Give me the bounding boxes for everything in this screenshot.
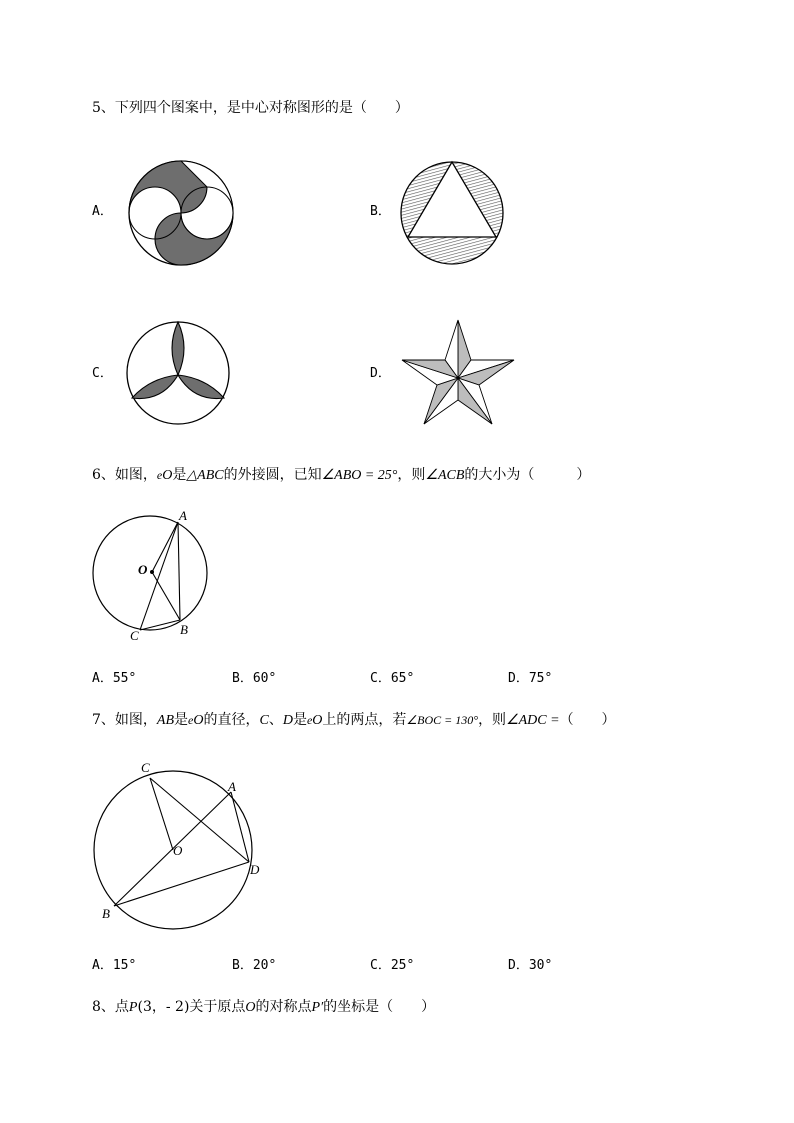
q8-text-2: 关于原点 [189,999,246,1015]
q7-option-d: D．30° [508,958,553,973]
q6-asked-angle: ∠ACB [425,468,465,483]
q5-option-c-label: C． [92,366,113,381]
q8-text-3: 的对称点 [255,999,312,1015]
q7-label-o: O [173,843,183,858]
q6-circle-o: O [162,468,173,483]
q7-asked-angle: ∠ADC = [506,713,560,728]
q6-text-5: 的大小为（ ） [464,467,591,483]
q7-point-d: D [282,713,293,728]
q6-text-1: 如图， [114,467,157,483]
q7-text-8: （ ） [559,712,616,728]
q7-circle-symbol-2: e [306,713,313,727]
q7-diameter: AB [156,713,175,728]
q7-text-4: 、 [268,712,283,728]
q6-text-2: 是 [172,467,187,483]
q7-stem [92,710,616,731]
q6-option-c: C．65° [370,671,415,686]
q5-number: 5、 [92,100,115,116]
q5-text: 下列四个图案中，是中心对称图形的是（ ） [114,100,409,116]
q6-option-a: A．55° [92,671,137,686]
q5-option-d-label: D． [370,366,391,381]
q5-stem [92,98,409,118]
q7-text-6: 上的两点，若 [322,712,407,728]
q7-label-d: D [250,862,260,877]
q7-label-b: B [102,906,110,921]
q5-figure-b-triangle-in-circle [398,160,506,266]
q8-origin: O [245,1000,256,1015]
q7-option-c: C．25° [370,958,415,973]
q6-label-o: O [138,562,148,577]
q5-option-a-label: A． [92,204,113,219]
q6-circle-symbol: e [156,468,163,482]
q7-circle-symbol: e [188,713,194,727]
q6-triangle: △ABC [186,468,224,483]
q8-text-1: 点 [114,999,129,1015]
q7-label-a: A [228,779,236,794]
q7-circle-o: O [193,713,204,728]
q6-stem [92,465,590,486]
q5-figure-d-star [400,318,516,428]
q7-text-2: 是 [174,712,189,728]
q7-label-c: C [141,760,150,775]
q7-point-c: C [259,713,269,728]
q8-text-4: 的坐标是（ ） [323,999,436,1015]
q6-figure [92,510,212,645]
q6-condition: ∠ABO = 25° [321,468,398,483]
q7-number: 7、 [92,712,115,728]
q6-text-4: ，则 [397,467,426,483]
q8-coordinates: (3，- 2) [137,999,190,1015]
q8-stem [92,997,435,1018]
q7-circle-o-2: O [312,713,323,728]
q8-number: 8、 [92,999,115,1015]
q7-text-5: 是 [292,712,307,728]
q6-text-3: 的外接圆，已知 [223,467,322,483]
q7-option-b: B．20° [232,958,277,973]
q5-figure-c-three-petals [124,320,232,426]
q5-figure-a-taiji [126,160,236,266]
q7-condition: ∠BOC = 130° [406,713,479,727]
q6-label-a: A [179,508,187,523]
q8-point-p: P [128,1000,138,1015]
q6-option-b: B．60° [232,671,277,686]
q7-option-a: A．15° [92,958,137,973]
q8-point-p-prime: P′ [311,1000,324,1015]
q7-text-1: 如图， [114,712,157,728]
q7-text-7: ，则 [478,712,507,728]
q6-label-c: C [130,628,139,643]
q6-label-b: B [180,622,188,637]
q6-option-d: D．75° [508,671,553,686]
q6-number: 6、 [92,467,115,483]
q5-option-b-label: B． [370,204,391,219]
q7-text-3: 的直径， [203,712,260,728]
